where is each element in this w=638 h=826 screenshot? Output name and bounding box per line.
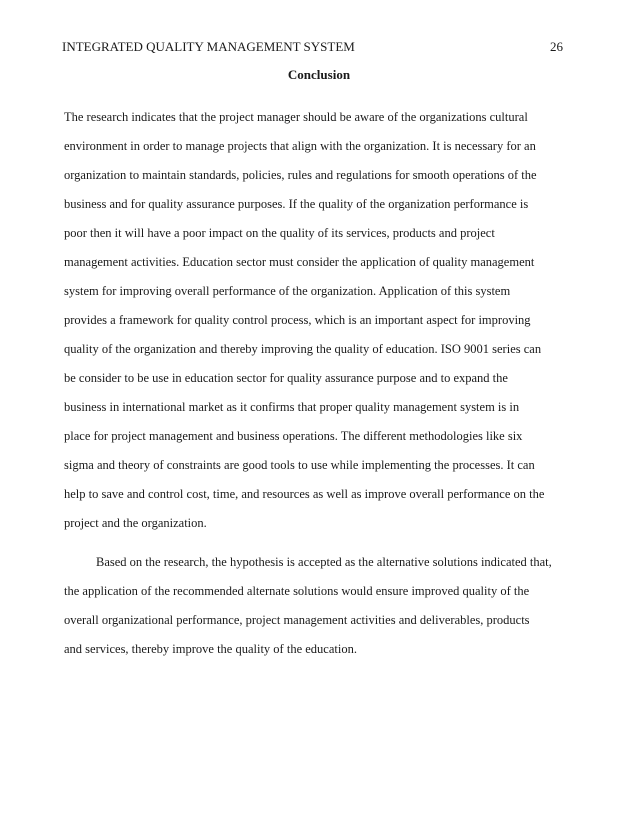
text-line: help to save and control cost, time, and resources as well as improve overall performance on the <box>64 487 545 501</box>
page-number: 26 <box>550 39 563 54</box>
text-line: be consider to be use in education sector for quality assurance purpose and to expand the <box>64 371 508 385</box>
text-line: The research indicates that the project manager should be aware of the organizations cultural <box>64 110 528 124</box>
text-line: provides a framework for quality control process, which is an important aspect for improving <box>64 313 531 327</box>
text-line: environment in order to manage projects that align with the organization. It is necessary for an <box>64 139 536 153</box>
text-line: project and the organization. <box>64 516 207 530</box>
text-line: poor then it will have a poor impact on the quality of its services, products and project <box>64 226 495 240</box>
text-line: organization to maintain standards, policies, rules and regulations for smooth operations of the <box>64 168 537 182</box>
text-line: quality of the organization and thereby improving the quality of education. ISO 9001 series can <box>64 342 542 356</box>
text-line: overall organizational performance, project management activities and deliverables, products <box>64 613 530 627</box>
text-line: and services, thereby improve the quality of the education. <box>64 642 357 656</box>
section-heading: Conclusion <box>287 67 351 82</box>
text-line: management activities. Education sector must consider the application of quality management <box>64 255 535 269</box>
text-line: place for project management and business operations. The different methodologies like six <box>64 429 523 443</box>
text-line: system for improving overall performance of the organization. Application of this system <box>64 284 511 298</box>
running-head: INTEGRATED QUALITY MANAGEMENT SYSTEM <box>62 39 355 54</box>
text-line: the application of the recommended alternate solutions would ensure improved quality of the <box>64 584 530 598</box>
text-line: Based on the research, the hypothesis is accepted as the alternative solutions indicated that, <box>96 555 552 569</box>
text-line: business in international market as it confirms that proper quality management system is in <box>64 400 520 414</box>
text-line: business and for quality assurance purposes. If the quality of the organization performance is <box>64 197 529 211</box>
text-line: sigma and theory of constraints are good tools to use while implementing the processes. It can <box>64 458 535 472</box>
